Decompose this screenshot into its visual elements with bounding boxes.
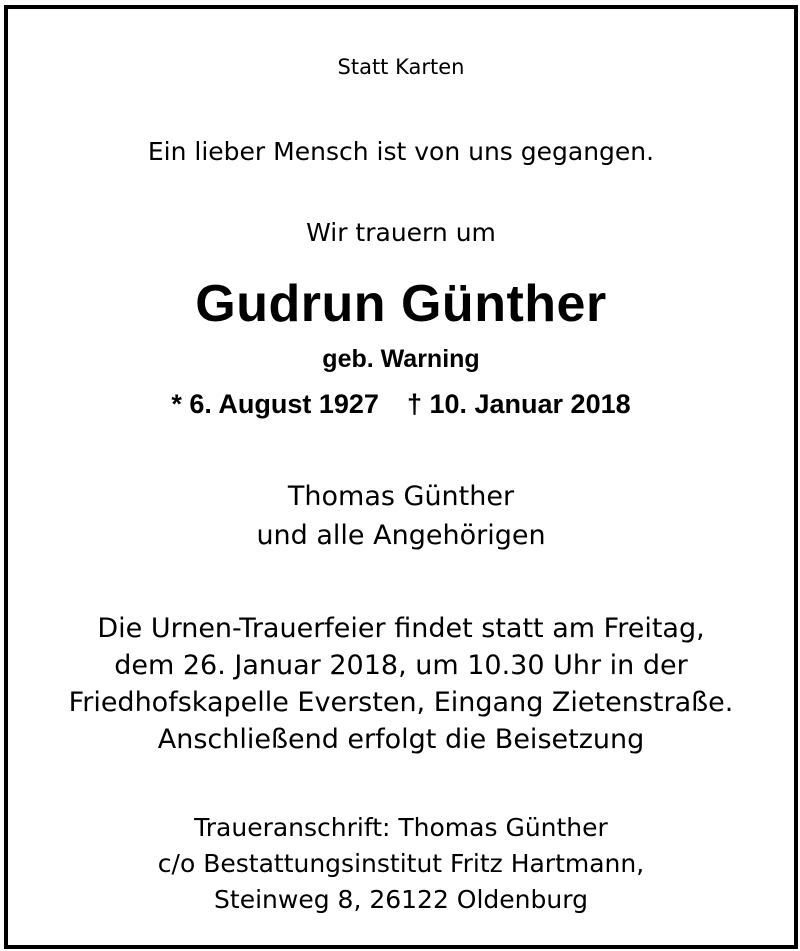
mourning-text: Wir trauern um (306, 218, 496, 247)
birth-date: * 6. August 1927 (171, 389, 379, 419)
life-dates (8, 389, 794, 420)
maiden-name: geb. Warning (322, 345, 480, 373)
ceremony-line: Anschließend erfolgt die Beisetzung (157, 724, 645, 755)
ceremony-line: dem 26. Januar 2018, um 10.30 Uhr in der (114, 650, 688, 681)
deceased-name: Gudrun Günther (195, 275, 607, 333)
obituary-notice (4, 5, 798, 949)
mourner-line: Thomas Günther (287, 481, 515, 512)
address-line: Steinweg 8, 26122 Oldenburg (214, 885, 588, 914)
ceremony-line: Die Urnen-Trauerfeier findet statt am Freitag, (97, 613, 705, 644)
address-line: c/o Bestattungsinstitut Fritz Hartmann, (157, 849, 645, 878)
ceremony-line: Friedhofskapelle Eversten, Eingang Zietenstraße. (68, 687, 734, 718)
intro-text: Ein lieber Mensch ist von uns gegangen. (147, 137, 655, 166)
mourner-line: und alle Angehörigen (256, 520, 546, 551)
address-line: Traueranschrift: Thomas Günther (194, 813, 608, 842)
header-text: Statt Karten (337, 55, 465, 79)
death-date: † 10. Januar 2018 (406, 389, 631, 419)
